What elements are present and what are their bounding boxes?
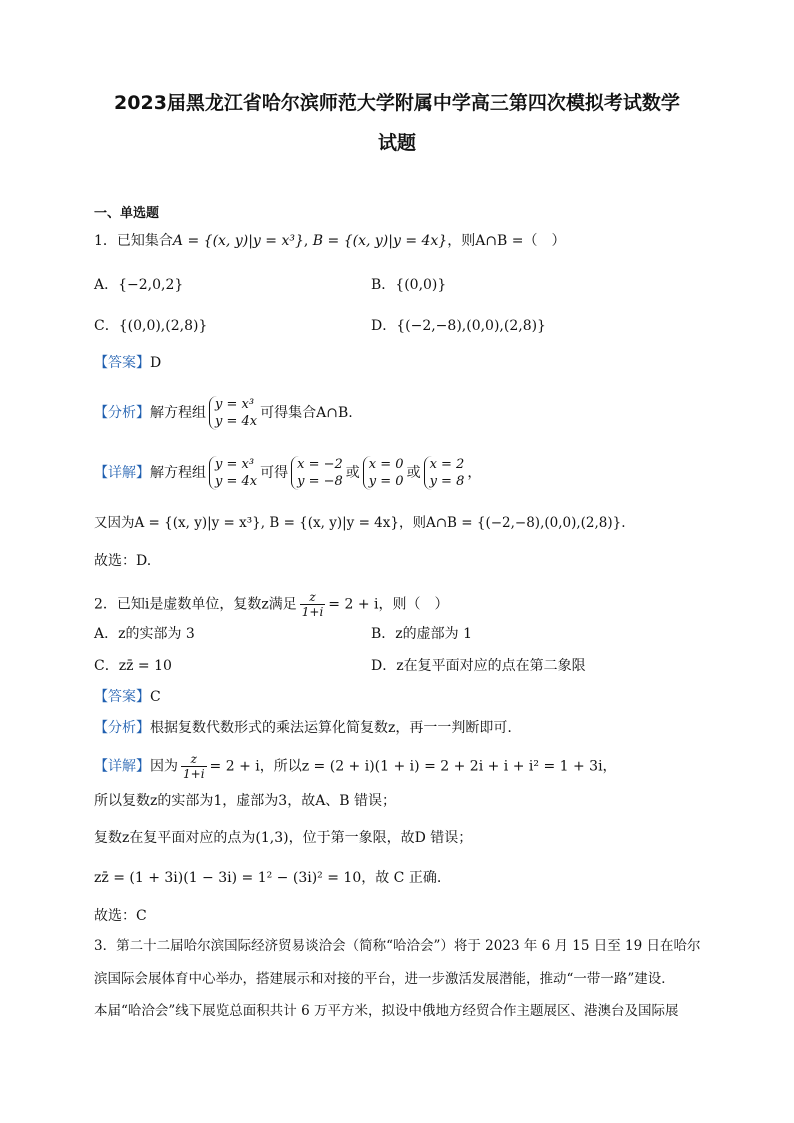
- q1-option-c: C．{(0,0),(2,8)}: [94, 318, 208, 334]
- section-heading: 一、单选题: [94, 206, 160, 221]
- q1-option-d: D．{(−2,−8),(0,0),(2,8)}: [371, 318, 546, 334]
- q2-detail-frac-den: 1+i: [183, 767, 205, 781]
- q2-option-d: D．z在复平面对应的点在第二象限: [371, 658, 586, 674]
- q1-detail-sys-row2: y = 4x: [215, 474, 258, 489]
- q1-option-a: A．{−2,0,2}: [94, 277, 184, 293]
- q2-line-c: zz̄ = (1 + 3i)(1 − 3i) = 1² − (3i)² = 10，故 C 正确.: [94, 870, 442, 886]
- q2-stem-pre: 2．已知i是虚数单位，复数z满足: [94, 596, 297, 613]
- q2-analysis: [94, 718, 512, 738]
- q2-option-a: A．z的实部为 3: [94, 626, 195, 642]
- q1-stem: 1．已知集合A = {(x, y)|y = x³}, B = {(x, y)|y = 4x}，则A∩B =（ ）: [94, 233, 566, 249]
- q1-stem-prefix: 1．已知集合: [94, 233, 173, 249]
- detail-tag: 【详解】: [94, 758, 150, 775]
- analysis-tag: 【分析】: [94, 720, 150, 736]
- q2-answer: [94, 687, 161, 707]
- q1-sol2-row1: x = 0: [368, 457, 404, 472]
- q3-line-3: 本届“哈洽会”线下展览总面积共计 6 万平方米，拟设中俄地方经贸合作主题展区、港澳台及国际展: [94, 1003, 679, 1019]
- q1-or-2: 或: [406, 465, 421, 481]
- answer-tag: 【答案】: [94, 355, 150, 371]
- q1-option-b: B．{(0,0)}: [371, 277, 447, 293]
- q1-sol2-row2: y = 0: [368, 474, 404, 489]
- q1-sol1-row1: x = −2: [297, 457, 343, 472]
- q1-detail: [94, 456, 481, 490]
- q1-sys-row2: y = 4x: [215, 414, 258, 429]
- q2-option-b: B．z的虚部为 1: [371, 626, 473, 642]
- q2-frac-den: 1+i: [301, 605, 324, 619]
- q1-solution-1: [291, 456, 343, 490]
- q2-fraction: [300, 590, 326, 619]
- q1-or-1: 或: [345, 465, 360, 481]
- q1-sys-row1: y = x³: [215, 397, 255, 412]
- q1-analysis-post: 可得集合A∩B.: [260, 405, 353, 421]
- q2-detail-post: = 2 + i，所以z = (2 + i)(1 + i) = 2 + 2i + i + i² = 1 + 3i，: [209, 758, 617, 775]
- q1-set-b: B = {(x, y)|y = 4x}: [312, 233, 448, 249]
- q1-equation-system: [209, 396, 257, 430]
- document-title-line2: 试题: [377, 132, 416, 154]
- q2-detail-pre: 因为: [150, 758, 178, 775]
- q1-answer-value: D: [150, 355, 162, 371]
- q1-detail-sys-row1: y = x³: [215, 457, 255, 472]
- q1-ask: ，则A∩B =（ ）: [447, 233, 566, 249]
- q2-detail-frac-num: z: [181, 752, 207, 767]
- detail-tag: 【详解】: [94, 465, 150, 481]
- q2-line-a: 所以复数z的实部为1，虚部为3，故A、B 错误；: [94, 793, 397, 809]
- q1-detail-system: [209, 456, 257, 490]
- q2-line-b: 复数z在复平面对应的点为(1,3)，位于第一象限，故D 错误；: [94, 830, 473, 846]
- q2-detail-fraction: [181, 752, 207, 781]
- q1-answer: [94, 353, 161, 373]
- q1-detail-pre: 解方程组: [150, 465, 206, 481]
- answer-tag: 【答案】: [94, 689, 150, 705]
- q1-detail-mid: 可得: [260, 465, 289, 481]
- q1-analysis: [94, 396, 353, 430]
- q1-solution-3: [424, 456, 465, 490]
- analysis-tag: 【分析】: [94, 405, 150, 421]
- q2-stem-post: = 2 + i，则（ ）: [328, 596, 449, 613]
- q2-choose: 故选：C: [94, 908, 147, 924]
- q1-detail-end: ，: [467, 465, 482, 481]
- q2-detail: [94, 752, 617, 781]
- q3-line-2: 滨国际会展体育中心举办，搭建展示和对接的平台，进一步激活发展潜能，推动“一带一路”建设．: [94, 971, 675, 987]
- q2-option-c: C．zz̄ = 10: [94, 658, 172, 674]
- q2-frac-num: z: [300, 590, 326, 605]
- q1-sol3-row1: x = 2: [429, 457, 465, 472]
- q1-choose: 故选：D.: [94, 553, 152, 569]
- q3-line-1: 3．第二十二届哈尔滨国际经济贸易谈洽会（简称“哈洽会”）将于 2023 年 6 月 15 日至 19 日在哈尔: [94, 938, 701, 954]
- q1-sol1-row2: y = −8: [297, 474, 343, 489]
- q2-analysis-text: 根据复数代数形式的乘法运算化简复数z，再一一判断即可.: [150, 720, 512, 736]
- document-title-line1: 2023届黑龙江省哈尔滨师范大学附属中学高三第四次模拟考试数学: [114, 92, 680, 114]
- q1-analysis-pre: 解方程组: [150, 405, 206, 421]
- q1-sol3-row2: y = 8: [429, 474, 465, 489]
- q2-answer-value: C: [150, 689, 161, 705]
- q2-stem: [94, 590, 449, 619]
- q1-again: 又因为A = {(x, y)|y = x³}, B = {(x, y)|y = 4x}，则A∩B = {(−2,−8),(0,0),(2,8)}.: [94, 515, 626, 531]
- q1-set-a: A = {(x, y)|y = x³}: [172, 233, 304, 249]
- q1-solution-2: [363, 456, 404, 490]
